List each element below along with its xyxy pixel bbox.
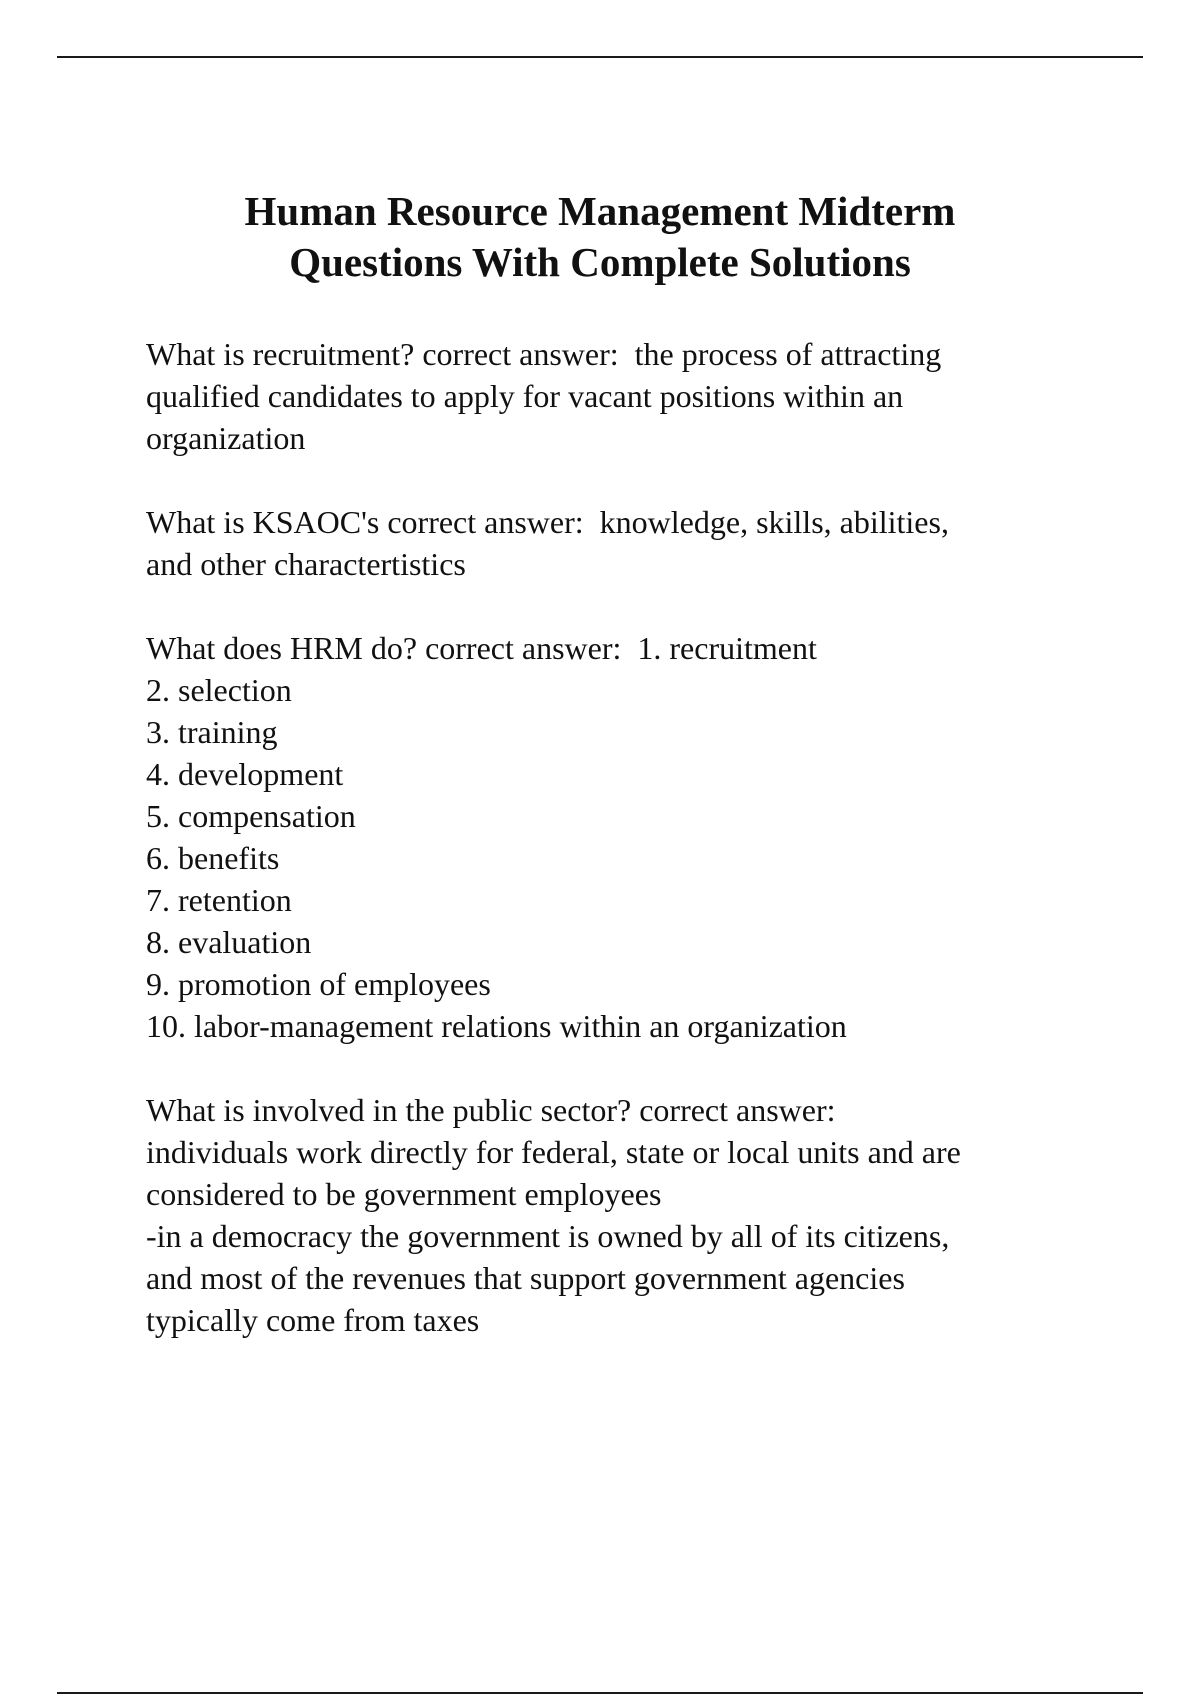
top-divider [57, 56, 1143, 58]
text-line: What is involved in the public sector? correct answer: [146, 1092, 836, 1128]
qa-item-hrm-functions [146, 627, 1106, 1047]
qa-item-public-sector [146, 1089, 1106, 1341]
text-line: What is KSAOC's correct answer: knowledge, skills, abilities, [146, 504, 949, 540]
text-line: qualified candidates to apply for vacant positions within an [146, 378, 904, 414]
list-item: 8. evaluation [146, 924, 312, 960]
list-item: 7. retention [146, 882, 292, 918]
list-item: 10. labor-management relations within an organization [146, 1008, 847, 1044]
list-item: 2. selection [146, 672, 292, 708]
title-line-2: Questions With Complete Solutions [289, 239, 911, 285]
text-line: What is recruitment? correct answer: the process of attracting [146, 336, 942, 372]
list-item: 5. compensation [146, 798, 356, 834]
text-line: and other charactertistics [146, 546, 466, 582]
list-item: 9. promotion of employees [146, 966, 491, 1002]
document-body [146, 333, 1106, 1383]
list-item: 6. benefits [146, 840, 280, 876]
text-line: -in a democracy the government is owned by all of its citizens, [146, 1218, 950, 1254]
qa-item-recruitment [146, 333, 1106, 459]
list-item: 4. development [146, 756, 344, 792]
title-line-1: Human Resource Management Midterm [244, 188, 956, 234]
text-line: What does HRM do? correct answer: 1. recruitment [146, 630, 817, 666]
text-line: and most of the revenues that support government agencies [146, 1260, 905, 1296]
document-title [100, 186, 1100, 288]
bottom-divider [57, 1692, 1143, 1694]
text-line: individuals work directly for federal, state or local units and are [146, 1134, 961, 1170]
text-line: considered to be government employees [146, 1176, 662, 1212]
text-line: organization [146, 420, 306, 456]
text-line: typically come from taxes [146, 1302, 480, 1338]
list-item: 3. training [146, 714, 278, 750]
qa-item-ksaoc [146, 501, 1106, 585]
